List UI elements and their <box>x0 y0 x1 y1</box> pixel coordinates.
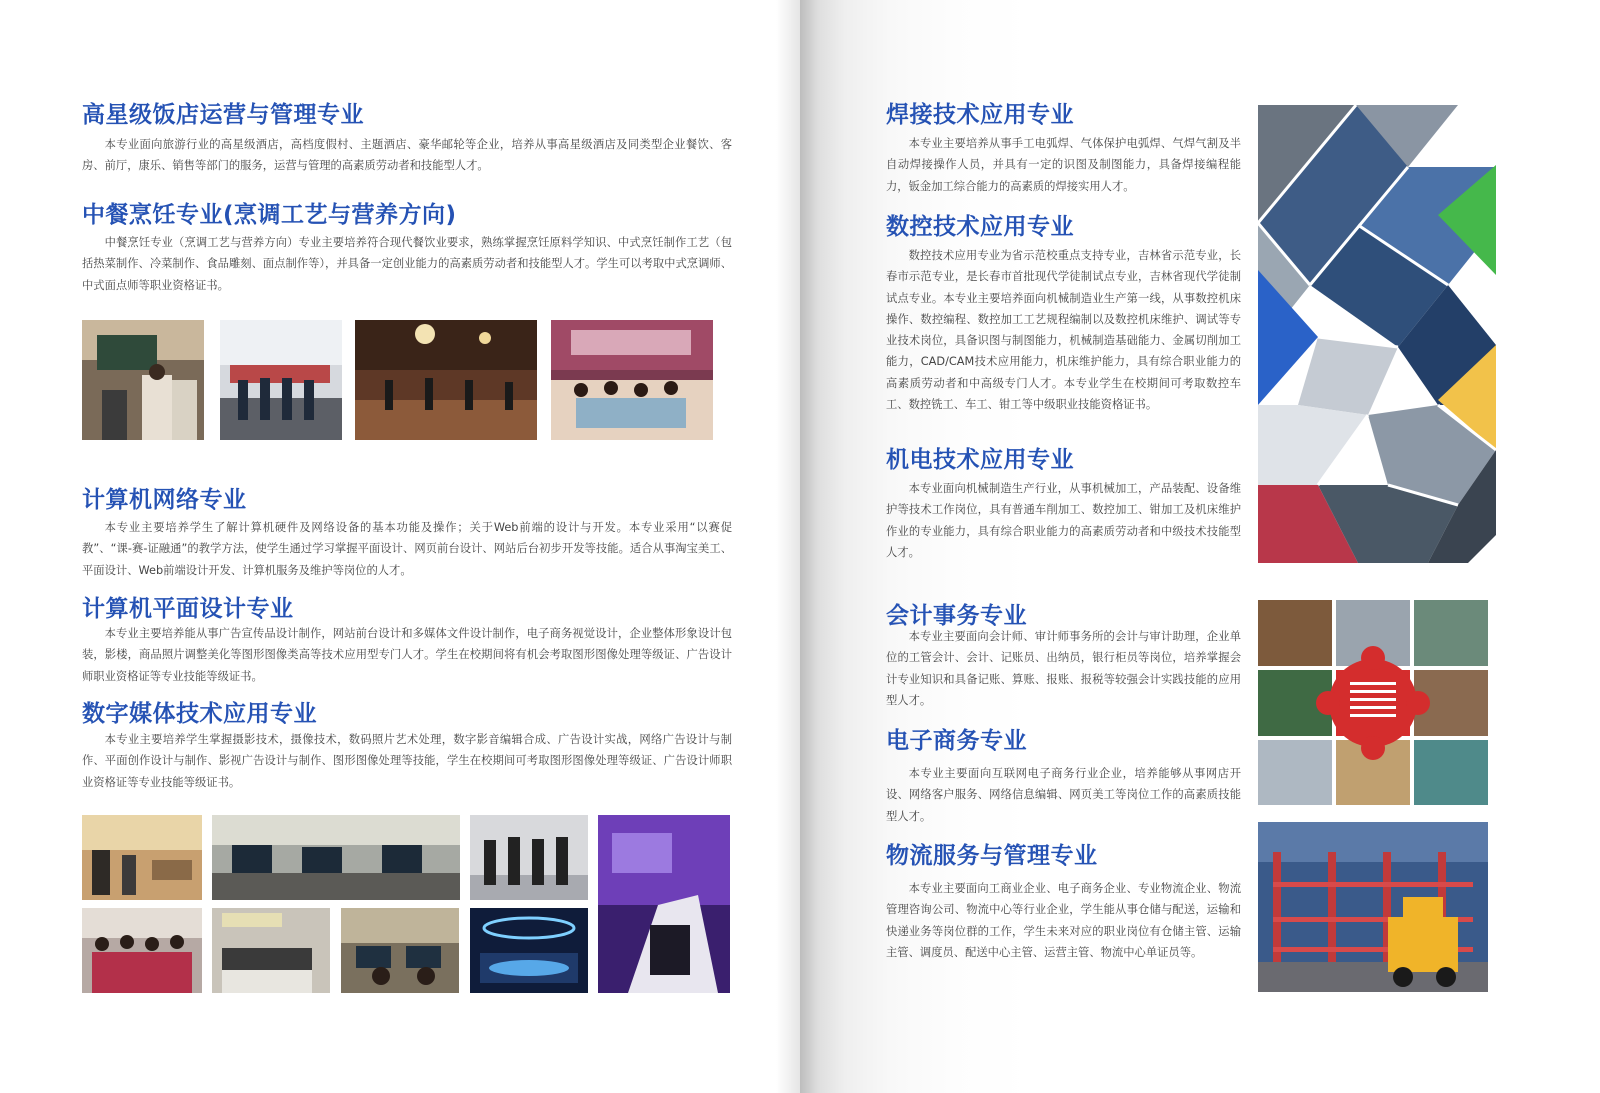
section-title-network: 计算机网络专业 <box>82 487 247 513</box>
section-title-cooking: 中餐烹饪专业(烹调工艺与营养方向) <box>82 202 457 228</box>
right-page <box>800 0 1600 1093</box>
section-body-network: 本专业主要培养学生了解计算机硬件及网络设备的基本功能及操作；关于Web前端的设计与开发。本专业采用“以赛促教”、“课-赛-证融通”的教学方法，使学生通过学习掌握平面设计、网页前台设计、网站后台初步开发等技能。适合从事淘宝美工、平面设计、Web前端设计开发、计算机服务及维护等岗位的人才。 <box>82 521 732 577</box>
section-body-hotel: 本专业面向旅游行业的高星级酒店，高档度假村、主题酒店、豪华邮轮等企业，培养从事高星级酒店及同类型企业餐饮、客房、前厅，康乐、销售等部门的服务，运营与管理的高素质劳动者和技能型人才。 <box>82 138 732 173</box>
section-title-hotel: 高星级饭店运营与管理专业 <box>82 102 364 128</box>
photo-classroom <box>82 320 204 440</box>
section-body-cooking: 中餐烹饪专业（烹调工艺与营养方向）专业主要培养符合现代餐饮业要求，熟练掌握烹饪原料学知识、中式烹饪制作工艺（包括热菜制作、冷菜制作、食品雕刻、面点制作等），并具备一定创业能力的高素质劳动者和技能型人才。学生可以考取中式烹调师、中式面点师等职业资格证书。 <box>82 236 732 292</box>
photo-design-class <box>341 908 459 993</box>
photo-group-students <box>82 908 202 993</box>
photo-vr-simulator <box>598 815 730 993</box>
section-body-graphic-design: 本专业主要培养能从事广告宣传品设计制作，网站前台设计和多媒体文件设计制作，电子商务视觉设计，企业整体形象设计包装，影楼，商品照片调整美化等图形图像类高等技术应用型专门人才。学生在校期间将有机会考取图形图像处理等级证、广告设计师职业资格证等专业技能等级证书。 <box>82 627 732 683</box>
section-body-cnc: 数控技术应用专业为省示范校重点支持专业，吉林省示范专业，长春市示范专业，是长春市首批现代学徒制试点专业，吉林省现代学徒制试点专业。本专业主要培养面向机械制造业生产第一线，从事数控机床操作、数控编程、数控加工工艺规程编制以及数控机床维护、调试等专业技术岗位，具备识图与制图能力，机械制造基础能力、金属切削加工能力，CAD/CAM技术应用能力，机床维护能力，具有综合职业能力的高素质劳动者和中高级专门人才。本专业学生在校期间可考取数控车工、数控铣工、车工、钳工等中级职业技能资格证书。 <box>886 249 1241 412</box>
section-title-welding: 焊接技术应用专业 <box>886 102 1074 128</box>
page-fold-shadow <box>776 0 800 1093</box>
collage-office-training <box>1258 600 1488 805</box>
section-body-logistics: 本专业主要面向工商业企业、电子商务企业、专业物流企业、物流管理咨询公司、物流中心等行业企业，学生能从事仓储与配送，运输和快递业务等岗位群的工作，学生未来对应的职业岗位有仓储主管、运输主管、调度员、配送中心主管、运营主管、物流中心单证员等。 <box>886 882 1241 959</box>
photo-printer-room <box>212 908 330 993</box>
photo-ceremony <box>220 320 342 440</box>
section-title-logistics: 物流服务与管理专业 <box>886 843 1098 869</box>
photo-cooking-class <box>551 320 713 440</box>
section-body-mechatronics: 本专业面向机械制造生产行业，从事机械加工，产品装配、设备维护等技术工作岗位，具有普通车削加工、数控加工、钳加工及机床维护作业的专业能力，具有综合职业能力的高素质劳动者和中级技术技能型人才。 <box>886 482 1241 559</box>
section-title-accounting: 会计事务专业 <box>886 603 1027 629</box>
section-title-ecommerce: 电子商务专业 <box>886 728 1027 754</box>
section-title-digital-media: 数字媒体技术应用专业 <box>82 701 317 727</box>
collage-machining-diamond <box>1258 105 1496 563</box>
photo-studio-ring <box>470 908 588 993</box>
photo-vr-students <box>470 815 588 900</box>
section-body-ecommerce: 本专业主要面向互联网电子商务行业企业，培养能够从事网店开设、网络客户服务、网络信息编辑、网页美工等岗位工作的高素质技能型人才。 <box>886 767 1241 823</box>
photo-filming <box>82 815 202 900</box>
photo-banquet-hall <box>355 320 537 440</box>
section-title-graphic-design: 计算机平面设计专业 <box>82 596 294 622</box>
photo-warehouse-forklift <box>1258 822 1488 992</box>
section-body-digital-media: 本专业主要培养学生掌握摄影技术，摄像技术，数码照片艺术处理，数字影音编辑合成、广告设计实战，网络广告设计与制作、平面创作设计与制作、影视广告设计与制作、图形图像处理等技能，学生在校期间可考取图形图像处理等级证、广告设计师职业资格证等专业技能等级证书。 <box>82 733 732 789</box>
section-body-welding: 本专业主要培养从事手工电弧焊、气体保护电弧焊、气焊气割及半自动焊接操作人员，并具有一定的识图及制图能力，具备焊接编程能力，钣金加工综合能力的高素质的焊接实用人才。 <box>886 137 1241 193</box>
section-body-accounting: 本专业主要面向会计师、审计师事务所的会计与审计助理，企业单位的工管会计、会计、记账员、出纳员，银行柜员等岗位，培养掌握会计专业知识和具备记账、算账、报账、报税等较强会计实践技能的应用型人才。 <box>886 630 1241 707</box>
photo-computer-lab <box>212 815 460 900</box>
section-title-mechatronics: 机电技术应用专业 <box>886 447 1074 473</box>
section-title-cnc: 数控技术应用专业 <box>886 214 1074 240</box>
